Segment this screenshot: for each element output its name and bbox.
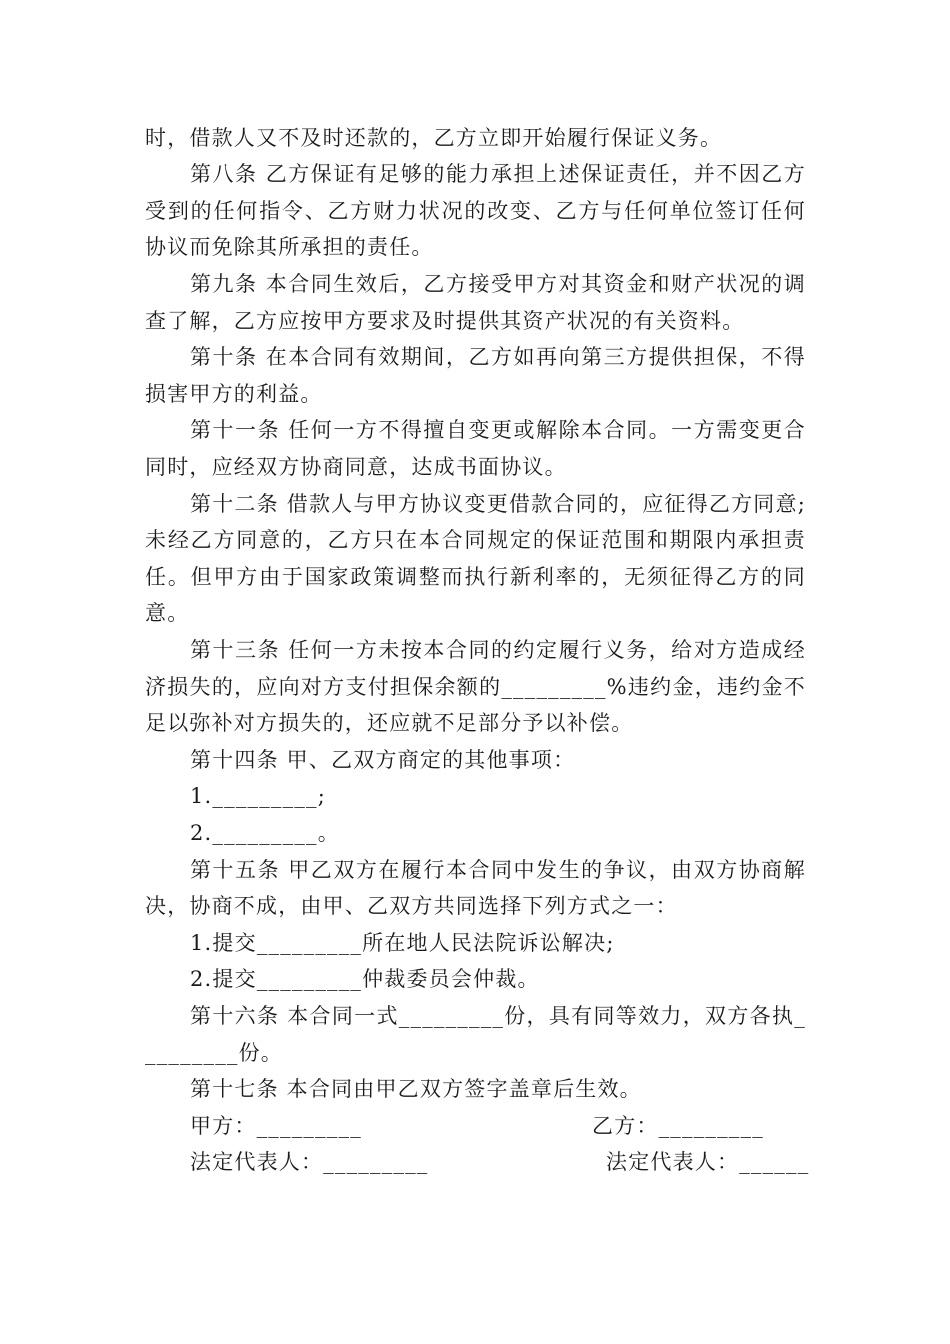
text-line: 未经乙方同意的，乙方只在本合同规定的保证范围和期限内承担责 (145, 528, 806, 552)
text-line: 济损失的，应向对方支付担保余额的_________%违约金，违约金不 (145, 675, 806, 699)
text-line: 任。但甲方由于国家政策调整而执行新利率的，无须征得乙方的同 (145, 565, 806, 589)
text-line: 时，借款人又不及时还款的，乙方立即开始履行保证义务。 (145, 126, 723, 150)
list-item: 1.提交_________所在地人民法院诉讼解决; (190, 931, 615, 955)
text-line: 意。 (145, 601, 190, 625)
text-line: ________份。 (145, 1041, 283, 1065)
article-15-line: 第十五条 甲乙双方在履行本合同中发生的争议，由双方协商解 (190, 858, 806, 882)
article-16-line: 第十六条 本合同一式_________份，具有同等效力，双方各执_ (190, 1004, 806, 1028)
party-b-representative: 法定代表人：______ (606, 1150, 810, 1174)
article-17-line: 第十七条 本合同由甲乙双方签字盖章后生效。 (190, 1077, 642, 1101)
text-line: 损害甲方的利益。 (145, 382, 323, 406)
text-line: 受到的任何指令、乙方财力状况的改变、乙方与任何单位签订任何 (145, 199, 806, 223)
article-13-line: 第十三条 任何一方未按本合同的约定履行义务，给对方造成经 (190, 638, 806, 662)
list-item: 1._________; (190, 784, 327, 808)
party-a-signature: 甲方：_________ (190, 1114, 362, 1138)
article-14-line: 第十四条 甲、乙双方商定的其他事项： (190, 748, 576, 772)
article-10-line: 第十条 在本合同有效期间，乙方如再向第三方提供担保，不得 (190, 345, 806, 369)
article-9-line: 第九条 本合同生效后，乙方接受甲方对其资金和财产状况的调 (190, 272, 806, 296)
article-8-line: 第八条 乙方保证有足够的能力承担上述保证责任，并不因乙方 (190, 162, 806, 186)
party-b-signature: 乙方：_________ (592, 1114, 764, 1138)
text-line: 查了解，乙方应按甲方要求及时提供其资产状况的有关资料。 (145, 309, 745, 333)
article-12-line: 第十二条 借款人与甲方协议变更借款合同的，应征得乙方同意; (190, 492, 806, 516)
party-a-representative: 法定代表人：_________ (190, 1150, 429, 1174)
list-item: 2.提交_________仲裁委员会仲裁。 (190, 967, 540, 991)
text-line: 决，协商不成，由甲、乙双方共同选择下列方式之一： (145, 894, 678, 918)
text-line: 同时，应经双方协商同意，达成书面协议。 (145, 455, 567, 479)
article-11-line: 第十一条 任何一方不得擅自变更或解除本合同。一方需变更合 (190, 418, 806, 442)
text-line: 协议而免除其所承担的责任。 (145, 235, 434, 259)
list-item: 2._________。 (190, 821, 340, 845)
text-line: 足以弥补对方损失的，还应就不足部分予以补偿。 (145, 711, 634, 735)
